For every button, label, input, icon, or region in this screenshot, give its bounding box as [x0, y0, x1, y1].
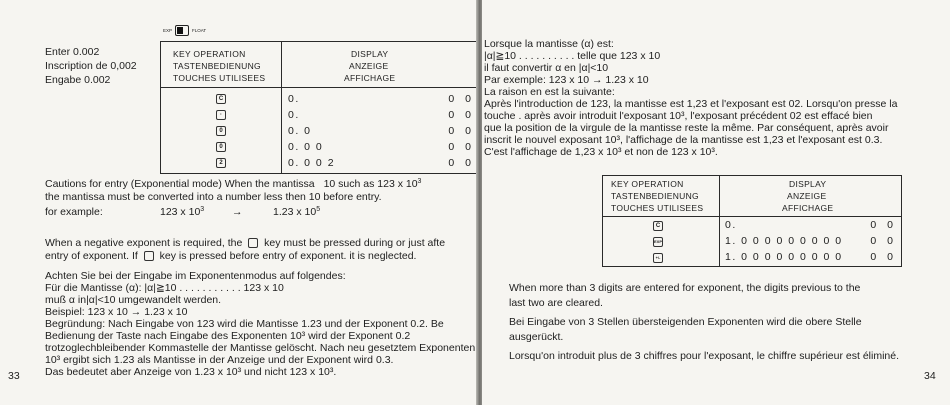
display-exponent: 0 0 [448, 141, 475, 153]
display-exponent: 0 0 [448, 109, 475, 121]
header-display-en: DISPLAY [789, 179, 827, 189]
display-exponent: 0 0 [870, 219, 897, 231]
german-text: Das bedeutet aber Anzeige von 1.23 x 10³ und nicht 123 x 10³. [45, 366, 337, 378]
display-exponent: 0 0 [870, 251, 897, 263]
german-text: muß α in|α|<10 umgewandelt werden. [45, 294, 222, 306]
switch-exp-label: EXP [163, 28, 173, 33]
german-text: Achten Sie bei der Eingabe im Exponentenmodus auf folgendes: [45, 270, 346, 282]
mode-switch [175, 25, 189, 36]
german-text: Bedienung der Taste nach Eingabe des Exponenten 10³ wird der Exponent 0.2 [45, 330, 411, 342]
display-exponent: 0 0 [870, 235, 897, 247]
header-display-de: ANZEIGE [787, 191, 827, 201]
entry-label-de: Engabe 0.002 [45, 74, 111, 86]
switch-float-label: FLOAT [192, 28, 207, 33]
header-key-en: KEY OPERATION [173, 49, 246, 59]
german-text: Für die Mantisse (α): |α|≧10 . . . . . . . . . . . 123 x 10 [45, 282, 284, 294]
display-exponent: 0 0 [448, 125, 475, 137]
header-key-de: TASTENBEDIENUNG [173, 61, 261, 71]
cautions-text: the mantissa must be converted into a number less then 10 before entry. [45, 191, 382, 203]
zero-key-icon: 0 [216, 126, 226, 136]
french-text: Par exemple: 123 x 10 → 1.23 x 10 [484, 74, 649, 86]
display-value: 0. [725, 219, 737, 231]
cautions-text: 10 such as 123 x 10 [323, 178, 418, 190]
right-page [482, 0, 950, 405]
two-key-icon: 2 [216, 158, 226, 168]
sign-key-icon [144, 251, 154, 261]
display-value: 0. [288, 93, 300, 105]
display-exponent: 0 0 [448, 157, 475, 169]
header-display-fr: AFFICHAGE [782, 203, 834, 213]
decimal-key-icon: · [216, 110, 226, 120]
french-text: touche . après avoir introduit l'exposant 10³, l'exposant précédent 02 est effacé bien [484, 110, 873, 122]
note-text: Bei Eingabe von 3 Stellen übersteigenden Exponenten wird die obere Stelle [509, 316, 862, 328]
french-text: inscrit le nouvel exposant 10³, l'affichage de la mantisse est 1,23 et l'exposant est 0.3. [484, 134, 883, 146]
note-text: ausgerückt. [509, 331, 564, 343]
header-display-fr: AFFICHAGE [344, 73, 396, 83]
negative-note: entry of exponent. If [45, 250, 138, 262]
arrow-icon: → [232, 206, 243, 218]
negative-note: key must be pressed during or just afte [264, 237, 446, 249]
note-text: last two are cleared. [509, 297, 603, 309]
display-value: 0. [288, 109, 300, 121]
left-key-table [160, 41, 478, 174]
german-text: 10³ ergibt sich 1.23 als Mantisse in der Anzeige und der Exponent wird 0.3. [45, 354, 394, 366]
french-text: Après l'introduction de 123, la mantisse est 1,23 et l'exposant est 02. Lorsqu'on presse la [484, 98, 898, 110]
sign-key-icon [248, 238, 258, 248]
display-value: 0. 0 [288, 125, 312, 137]
negative-note: When a negative exponent is required, the [45, 237, 243, 249]
display-exponent: 0 0 [448, 93, 475, 105]
cautions-text: Cautions for entry (Exponential mode) When the mantissa [45, 178, 315, 190]
example-result: 1.23 x 10 [273, 206, 317, 218]
entry-label-en: Enter 0.002 [45, 46, 100, 58]
french-text: que la position de la virgule de la mantisse reste la même. Par conséquent, après avoir [484, 122, 889, 134]
page-number: 33 [8, 370, 20, 382]
french-text: La raison en est la suivante: [484, 86, 615, 98]
display-value: 0. 0 0 2 [288, 157, 336, 169]
header-display-en: DISPLAY [351, 49, 389, 59]
header-key-fr: TOUCHES UTILISEES [611, 203, 704, 213]
header-key-en: KEY OPERATION [611, 179, 684, 189]
zero-key-icon: 0 [216, 142, 226, 152]
german-text: Begründung: Nach Eingabe von 123 wird die Mantisse 1.23 und der Exponent 0.2. Be [45, 318, 444, 330]
german-text: trotzoglechbleibender Kommastelle der Mantisse gelöscht. Nach neu gesetztem Exponenten [45, 342, 476, 354]
header-display-de: ANZEIGE [349, 61, 389, 71]
entry-label-fr: Inscription de 0,002 [45, 60, 137, 72]
display-value: 1. 0 0 0 0 0 0 0 0 0 [725, 251, 843, 263]
french-text: C'est l'affichage de 1,23 x 10³ et non de 123 x 10³. [484, 146, 718, 158]
example-label: for example: [45, 206, 103, 218]
german-text: Beispiel: 123 x 10 → 1.23 x 10 [45, 306, 188, 318]
french-text: |α|≧10 . . . . . . . . . . telle que 123 x 10 [484, 50, 661, 62]
negative-note: key is pressed before entry of exponent. it is neglected. [159, 250, 417, 262]
note-text: When more than 3 digits are entered for exponent, the digits previous to the [509, 282, 861, 294]
clear-key-icon: C [653, 221, 663, 231]
sign-key-icon: +/- [653, 253, 663, 263]
exp-key-icon: EXP [653, 237, 663, 247]
right-key-table [602, 175, 902, 267]
clear-key-icon: C [216, 94, 226, 104]
page-number: 34 [924, 370, 936, 382]
header-key-de: TASTENBEDIENUNG [611, 191, 699, 201]
example-value: 123 x 10 [160, 206, 201, 218]
display-value: 0. 0 0 [288, 141, 324, 153]
display-value: 1. 0 0 0 0 0 0 0 0 0 [725, 235, 843, 247]
header-key-fr: TOUCHES UTILISEES [173, 73, 266, 83]
french-text: il faut convertir α en |α|<10 [484, 62, 609, 74]
note-text: Lorsqu'on introduit plus de 3 chiffres pour l'exposant, le chiffre supérieur est éliminé. [509, 350, 900, 362]
left-page: EXP FLOAT Enter 0.002 Inscription de 0,002 Engabe 0.002 KEY OPERATION TASTENBEDIENUNG TOUCHES UTILISEES DISPLAY ANZEIGE AFFICHAGE C · 0 0 2 0. 0. 0. 0 0. 0 0 0. 0 0 2 0 0 0 0 0 0 0 0 0 0 Cautions for entry (Exponential mode) When the mantissa 10 such as 123 x $10^3$ the mantissa must be converted into a number less then 10 before entry. for example: 123 x $10^3$ → 1.23 x $10^5$ When a negative exponent is required, the key must be pressed during or just afte entry of exponent. If key is pressed before entry of exponent. it is neglected. Achten Sie bei der Eingabe im Exponentenmodus auf folgendes: Für die Mantisse (α): |α|≧10 . . . . . . . . . . . 123 x 10 muß α in|α|<10 umgewandelt werden. Beispiel: 123 x 10 → 1.23 x 10 Begründung: Nach Eingabe von 123 wird die Mantisse 1.23 und der Exponent 0.2. Be Bedienung der Taste nach Eingabe des Exponenten 10³ wird der Exponent 0.2 trotzoglechbleibender Kommastelle der Mantisse gelöscht. Nach neu gesetztem Exponenten 10³ ergibt sich 1.23 als Mantisse in der Anzeige und der Exponent wird 0.3. Das bedeutet aber Anzeige von 1.23 x 10³ und nicht 123 x 10³. 33 [0, 0, 478, 405]
french-text: Lorsque la mantisse (α) est: [484, 38, 614, 50]
